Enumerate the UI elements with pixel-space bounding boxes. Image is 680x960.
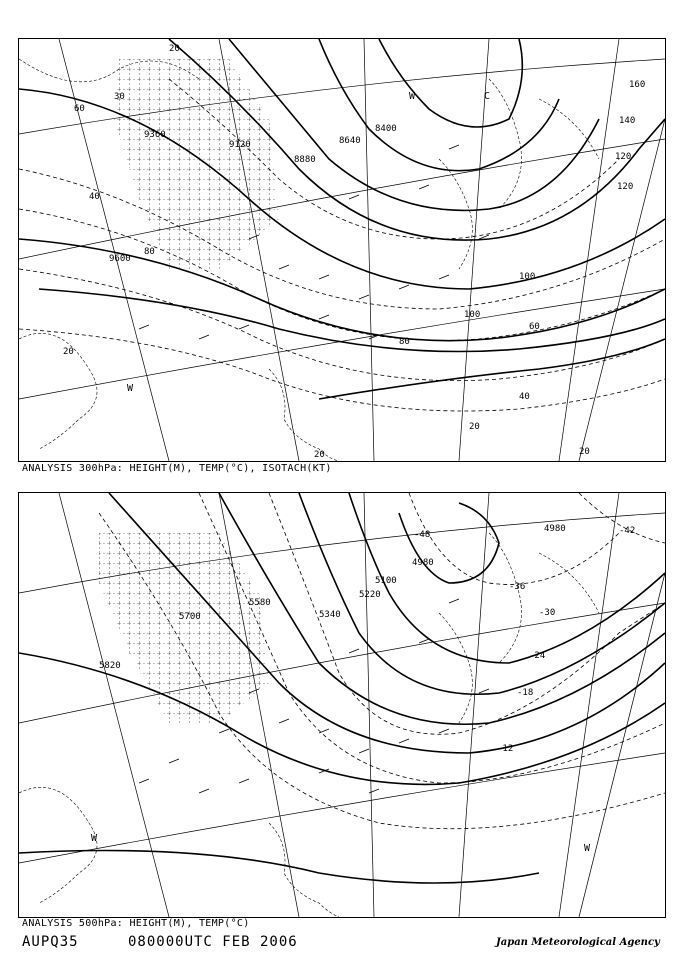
cold-center-symbol: C [484,91,491,102]
height-label: 8400 [375,124,397,134]
temp-label: -36 [509,582,526,592]
valid-time: 080000UTC FEB 2006 [128,934,298,950]
height-label: 5100 [375,576,397,586]
temp-label: -42 [619,526,636,536]
panel-caption: ANALYSIS 500hPa: HEIGHT(M), TEMP(°C) [22,918,250,929]
isotach-label: 120 [615,152,632,162]
height-label: 4980 [412,558,434,568]
isotach-label: 20 [63,347,74,357]
height-label: 8880 [294,155,316,165]
isotach-label: 20 [169,44,180,54]
temp-label: -12 [497,744,514,754]
warm-center-symbol: W [409,91,416,102]
agency-name: Japan Meteorological Agency [496,937,660,948]
height-label: 5220 [359,590,381,600]
height-label: 5580 [249,598,271,608]
isotach-label: 140 [619,116,636,126]
warm-center-symbol: W [91,833,98,844]
height-label: 8640 [339,136,361,146]
map-300hpa-panel [18,38,666,462]
warm-center-symbol: W [127,383,134,394]
height-label: 5340 [319,610,341,620]
coastline [19,59,599,461]
temp-labels [414,526,635,754]
height-label: 5820 [99,661,121,671]
isotach-label: 160 [629,80,646,90]
isotach-label: 100 [464,310,481,320]
isotach-label: 60 [74,104,85,114]
chart-id: AUPQ35 [22,934,79,950]
map-300hpa [19,39,665,461]
height-label: 9600 [109,254,131,264]
isotach-label: 40 [519,392,530,402]
map-500hpa [19,493,665,917]
temp-label: -24 [529,651,546,661]
temp-label: -48 [414,530,431,540]
isotach-label: 20 [579,447,590,457]
temp-label: -30 [539,608,556,618]
isotach-label: 20 [469,422,480,432]
isotach-label: 120 [617,182,634,192]
isotach-label: 60 [529,322,540,332]
height-label: 5700 [179,612,201,622]
map-500hpa-panel [18,492,666,918]
height-label: 4980 [544,524,566,534]
isotach-label: 20 [314,450,325,460]
temp-label: -18 [517,688,534,698]
isotach-label: 80 [399,337,410,347]
isotach-label: 100 [519,272,536,282]
panel-caption: ANALYSIS 300hPa: HEIGHT(M), TEMP(°C), ISOTACH(KT) [22,463,332,474]
isotach-label: 30 [114,92,125,102]
isotachs [19,79,665,411]
isotach-label: 80 [144,247,155,257]
height-label: 9120 [229,140,251,150]
terrain-hatch [114,59,279,269]
height-label: 9360 [144,130,166,140]
terrain-hatch [99,533,269,723]
warm-center-symbol: W [584,843,591,854]
isotach-label: 40 [89,192,100,202]
